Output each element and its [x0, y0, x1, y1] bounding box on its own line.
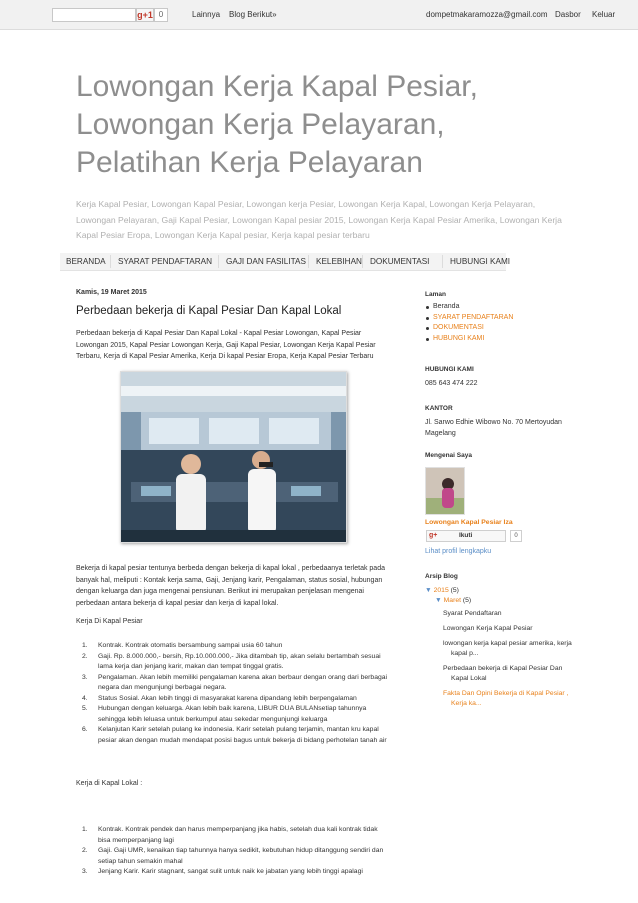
gplus-icon: g+ — [429, 532, 438, 539]
sidebar-item-hubungi-kami[interactable]: HUBUNGI KAMI — [425, 334, 585, 345]
sidebar-about-heading: Mengenai Saya — [425, 452, 472, 459]
list-item: 3. Pengalaman. Akan lebih memiliki pengalaman karena akan berbaur dengan orang dari berbagai negara dan mengunjungi berbagai negara. — [82, 673, 388, 691]
profile-avatar[interactable] — [425, 467, 465, 515]
gplus-one-button[interactable]: g+1 — [137, 10, 153, 20]
tab-beranda[interactable]: BERANDA — [66, 257, 106, 266]
sidebar-item-beranda[interactable]: Beranda — [425, 302, 585, 313]
archive-month-row[interactable] — [425, 596, 575, 606]
profile-link[interactable]: Lihat profil lengkapku — [425, 548, 492, 555]
archive-year-link[interactable]: 2015 — [433, 587, 449, 594]
post-date: Kamis, 19 Maret 2015 — [76, 289, 147, 296]
tab-syarat-pendaftaran[interactable]: SYARAT PENDAFTARAN — [118, 257, 213, 266]
post-image-ship-bridge[interactable] — [120, 371, 347, 543]
collapse-triangle-icon[interactable]: ▼ — [425, 587, 432, 594]
tab-hubungi-kami[interactable]: HUBUNGI KAMI — [450, 257, 511, 266]
tab-divider — [110, 255, 111, 268]
sidebar-office-heading: KANTOR — [425, 405, 453, 412]
sidebar-address: Jl. Sarwo Edhie Wibowo No. 70 Mertoyudan Magelang — [425, 419, 562, 437]
list-item: 2. Gaji. Rp. 8.000.000,- bersih, Rp.10.000.000,- Jika ditambah tip, akan selalu bertambah sesuai lama kerja dan jenjang karir, makan dan tempat tinggal gratis. — [82, 652, 381, 670]
section-heading-kapal-pesiar: Kerja Di Kapal Pesiar — [76, 618, 143, 625]
sidebar-archive-heading: Arsip Blog — [425, 573, 458, 580]
archive-post-link-current[interactable]: Fakta Dan Opini Bekerja di Kapal Pesiar , Kerja ka... — [443, 690, 569, 707]
tab-divider — [362, 255, 363, 268]
blogger-navbar — [0, 0, 638, 30]
list-kapal-lokal — [82, 825, 388, 878]
navbar-next-blog-link[interactable]: Blog Berikut» — [229, 10, 277, 19]
tab-divider — [218, 255, 219, 268]
navbar-search-input[interactable] — [52, 8, 136, 22]
archive-month-count: (5) — [462, 597, 472, 604]
ship-bridge-photo — [121, 372, 347, 543]
list-item: 1. Kontrak. Kontrak pendek dan harus memperpanjang jika habis, setelah dua kali kontrak tidak bisa memperpanjang lagi — [82, 826, 378, 844]
list-item: 1. Kontrak. Kontrak otomatis bersambung sampai usia 60 tahun — [82, 642, 283, 649]
list-item: 2. Gaji. Gaji UMR, kenaikan tiap tahunnya hanya sedikit, kebutuhan hidup ditanggung sendiri dan setiap tahun semakin mahal — [82, 847, 384, 865]
sidebar-phone: 085 643 474 222 — [425, 380, 478, 387]
archive-month-link[interactable]: Maret — [443, 597, 461, 604]
sidebar-item-dokumentasi[interactable]: DOKUMENTASI — [425, 323, 585, 334]
blog-title[interactable]: Lowongan Kerja Kapal Pesiar, Lowongan Kerja Pelayaran, Pelatihan Kerja Pelayaran — [76, 70, 478, 179]
archive-tree — [425, 586, 575, 709]
avatar-photo — [426, 468, 465, 515]
navbar-dashboard-link[interactable]: Dasbor — [555, 10, 581, 19]
tab-divider — [308, 255, 309, 268]
follow-label: Ikuti — [459, 532, 473, 539]
navbar-user-email[interactable]: dompetmakaramozza@gmail.com — [426, 10, 548, 19]
list-item: 3. Jenjang Karir. Karir stagnant, sangat sulit untuk naik ke jabatan yang lebih tinggi apalagi — [82, 868, 363, 875]
post-paragraph: Bekerja di kapal pesiar tentunya berbeda dengan bekerja di kapal lokal , perbedaanya terletak pada banyak hal, meliputi : Kontak kerja sama, Gaji, Jenjang karir, Pengalaman, status sosial, hubungan dengan keluarga dan juga mengenai pensiunan. Berikut ini merupakan penjelasan mengenai perbedaan antara bekerja di kapal pesiar dan kerja di kapal lokal. — [76, 565, 385, 607]
section-heading-kapal-lokal: Kerja di Kapal Lokal : — [76, 780, 143, 787]
navbar-logout-link[interactable]: Keluar — [592, 10, 616, 19]
page-tabs — [60, 253, 511, 271]
post-intro: Perbedaan bekerja di Kapal Pesiar Dan Kapal Lokal - Kapal Pesiar Lowongan, Kapal Pesiar Lowongan 2015, Kapal Pesiar Lowongan Kerja, Gaji Kapal Pesiar, Lowongan Kerja Kapal Pesiar Terbaru, Kerja di Kapal Pesiar Amerika, Kerja Di kapal Pesiar Eropa, Kerja Kapal Pesiar Terbaru — [76, 330, 376, 360]
archive-year-count: (5) — [450, 587, 459, 594]
sidebar-item-syarat-pendaftaran[interactable]: SYARAT PENDAFTARAN — [425, 313, 585, 324]
list-item: 4. Status Sosial. Akan lebih tinggi di masyarakat karena dipandang lebih berpengalaman — [82, 694, 357, 702]
archive-post-link[interactable]: lowongan kerja kapal pesiar amerika, kerja kapal p... — [443, 640, 572, 657]
follow-button[interactable] — [426, 530, 506, 542]
profile-name-link[interactable]: Lowongan Kapal Pesiar Iza — [425, 519, 513, 526]
archive-post-link[interactable]: Syarat Pendaftaran — [443, 610, 502, 617]
sidebar-contact-heading: HUBUNGI KAMI — [425, 366, 474, 373]
tab-gaji-dan-fasilitas[interactable]: GAJI DAN FASILITAS — [226, 257, 306, 266]
archive-post-link[interactable]: Perbedaan bekerja di Kapal Pesiar Dan Kapal Lokal — [443, 665, 563, 682]
blog-description: Kerja Kapal Pesiar, Lowongan Kapal Pesiar, Lowongan kerja Pesiar, Lowongan Kerja Kapal, Lowongan Kerja Pelayaran, Lowongan Pelayaran, Gaji Kapal Pesiar, Lowongan Kapal pesiar 2015, Lowongan Kerja Kapal Pesiar Amerika, Lowongan Kerja Kapal Pesiar Eropa, Lowongan Kerja Kapal pesiar, Kerja kapal pesiar terbaru — [76, 199, 562, 240]
archive-post-list — [425, 609, 575, 709]
sidebar-pages-heading: Laman — [425, 291, 446, 298]
list-item: 5. Hubungan dengan keluarga. Akan lebih baik karena, LIBUR DUA BULANsetiap tahunnya sehingga lebih leluasa untuk berkumpul atau sekedar mengunjungi keluarga — [82, 705, 367, 723]
navbar-more-link[interactable]: Lainnya — [192, 10, 221, 19]
tab-dokumentasi[interactable]: DOKUMENTASI — [370, 257, 430, 266]
list-kapal-pesiar — [82, 641, 388, 746]
archive-year-row[interactable] — [425, 586, 575, 596]
post-title[interactable]: Perbedaan bekerja di Kapal Pesiar Dan Kapal Lokal — [76, 305, 342, 317]
gplus-count: 0 — [154, 8, 168, 22]
archive-post-link[interactable]: Lowongan Kerja Kapal Pesiar — [443, 625, 533, 632]
list-item: 6. Kelanjutan Karir setelah pulang ke indonesia. Karir setelah pulang terjamin, mantan kru kapal pesiar akan dengan mudah mendapat posisi bagus untuk bekerja di bidang perhotelan tanah air — [82, 726, 387, 744]
tab-divider — [442, 255, 443, 268]
sidebar-pages-list — [425, 302, 585, 344]
tab-kelebihan[interactable]: KELEBIHAN — [316, 257, 362, 266]
collapse-triangle-icon[interactable]: ▼ — [435, 597, 442, 604]
follow-count: 0 — [510, 530, 522, 542]
